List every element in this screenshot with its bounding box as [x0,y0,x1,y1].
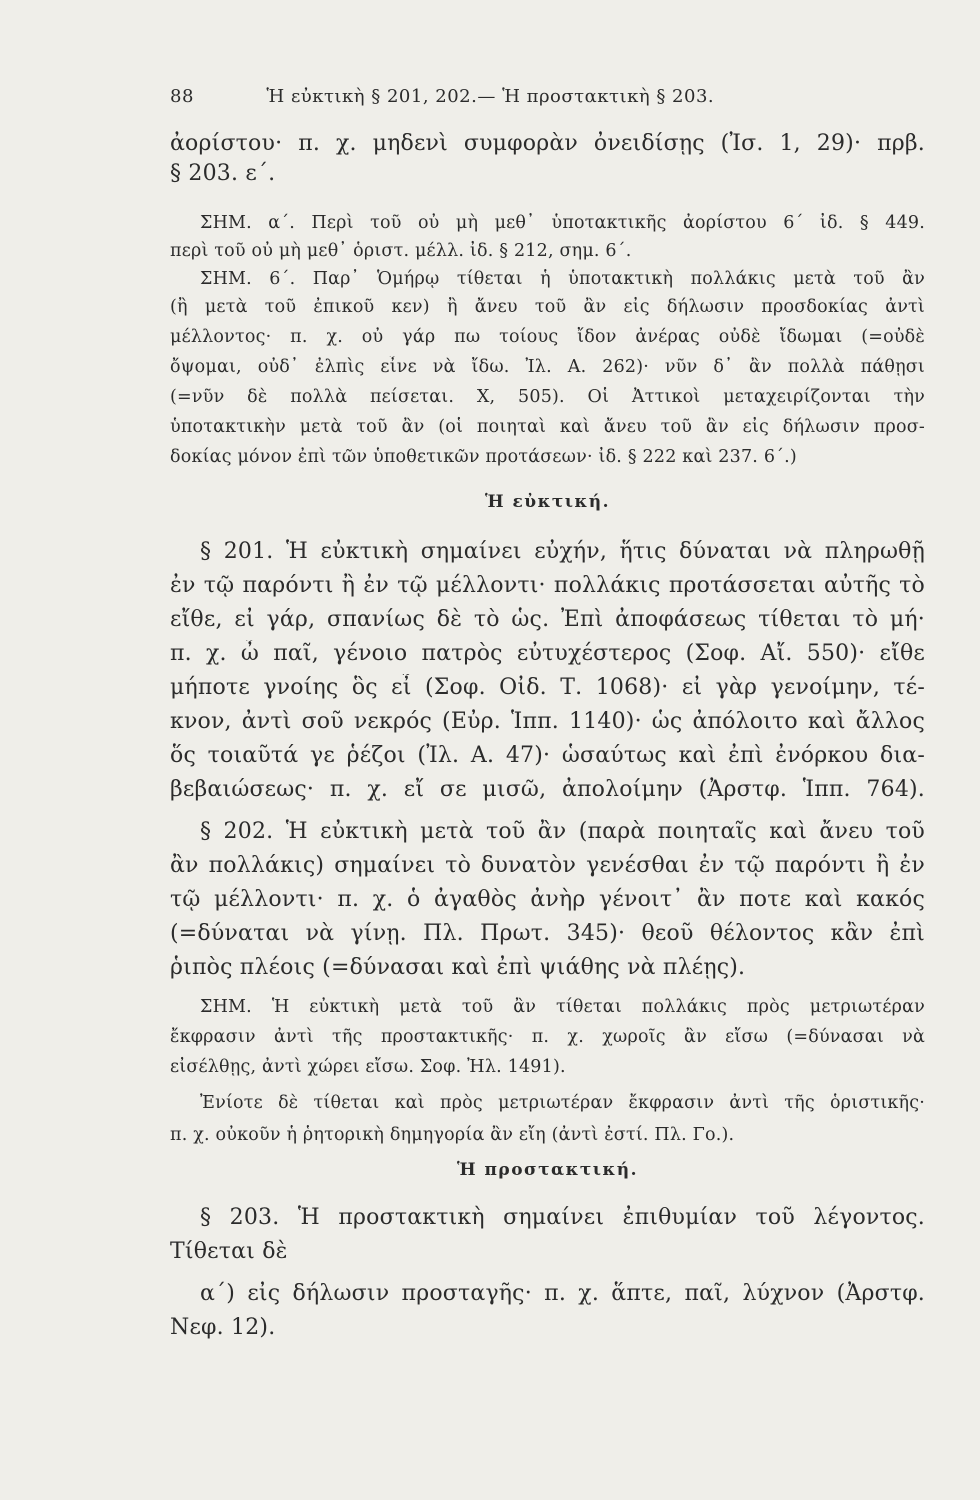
note-line: ὑποτακτικὴν μετὰ τοῦ ἂν (οἱ ποιηταὶ καὶ ἄνευ τοῦ ἂν εἰς δήλωσιν προσ- [170,417,925,437]
running-title: Ἡ εὐκτικὴ § 201, 202.— Ἡ προστακτικὴ § 203. [266,86,715,107]
text-line: κνον, ἀντὶ σοῦ νεκρός (Εὐρ. Ἱππ. 1140)· ὡς ἀπόλοιτο καὶ ἄλλος [170,709,925,734]
page-header [170,86,925,107]
text-line: μήποτε γνοίης ὃς εἶ (Σοφ. Οἰδ. Τ. 1068)· εἰ γὰρ γενοίμην, τέ- [170,675,925,700]
note-line: π. χ. οὐκοῦν ἡ ῥητορικὴ δημηγορία ἂν εἴη (ἀντὶ ἐστί. Πλ. Γο.). [170,1125,735,1145]
section-heading: Ἡ εὐκτική. [484,492,611,512]
note-line: μέλλοντος· π. χ. οὐ γάρ πω τοίους ἴδον ἀνέρας οὐδὲ ἴδωμαι (=οὐδὲ [170,327,925,347]
note-line: Ἐνίοτε δὲ τίθεται καὶ πρὸς μετριωτέραν ἔκφρασιν ἀντὶ τῆς ὁριστικῆς· [200,1093,925,1113]
text-line: εἴθε, εἰ γάρ, σπανίως δὲ τὸ ὡς. Ἐπὶ ἀποφάσεως τίθεται τὸ μή· [170,607,925,632]
note-line: (ἢ μετὰ τοῦ ἐπικοῦ κεν) ἢ ἄνευ τοῦ ἂν εἰς δήλωσιν προσδοκίας ἀντὶ [170,297,925,317]
text-line: ἐν τῷ παρόντι ἢ ἐν τῷ μέλλοντι· πολλάκις προτάσσεται αὐτῆς τὸ [170,573,925,598]
text-line: α΄) εἰς δήλωσιν προσταγῆς· π. χ. ἅπτε, παῖ, λύχνον (Ἀρστφ. [200,1281,925,1306]
note-line: δοκίας μόνον ἐπὶ τῶν ὑποθετικῶν προτάσεων· ἰδ. § 222 καὶ 237. 6΄.) [170,447,797,467]
note-line: ΣΗΜ. α΄. Περὶ τοῦ οὐ μὴ μεθ᾽ ὑποτακτικῆς ἀορίστου 6΄ ἰδ. § 449. [200,213,925,233]
text-line: ὅς τοιαῦτά γε ῥέζοι (Ἰλ. Α. 47)· ὡσαύτως καὶ ἐπὶ ἐνόρκου δια- [170,743,925,768]
section-heading: Ἡ προστακτική. [456,1160,639,1180]
text-line: τῷ μέλλοντι· π. χ. ὁ ἀγαθὸς ἀνὴρ γένοιτ᾽ ἂν ποτε καὶ κακός [170,887,925,912]
text-line: § 202. Ἡ εὐκτικὴ μετὰ τοῦ ἂν (παρὰ ποιηταῖς καὶ ἄνευ τοῦ [200,819,925,844]
text-line: § 203. ε΄. [170,161,276,186]
text-line: ἀορίστου· π. χ. μηδενὶ συμφορὰν ὀνειδίσῃς (Ἰσ. 1, 29)· πρβ. [170,131,925,156]
text-line: Τίθεται δὲ [170,1239,288,1264]
note-line: ὄψομαι, οὐδ᾽ ἐλπὶς εἶνε νὰ ἴδω. Ἰλ. Α. 262)· νῦν δ᾽ ἂν πολλὰ πάθῃσι [170,357,925,377]
text-line: ἂν πολλάκις) σημαίνει τὸ δυνατὸν γενέσθαι ἐν τῷ παρόντι ἢ ἐν [170,853,925,878]
text-line: (=δύναται νὰ γίνῃ. Πλ. Πρωτ. 345)· θεοῦ θέλοντος κἂν ἐπὶ [170,921,925,946]
note-line: ἔκφρασιν ἀντὶ τῆς προστακτικῆς· π. χ. χωροῖς ἂν εἴσω (=δύνασαι νὰ [170,1027,925,1047]
note-line: περὶ τοῦ οὐ μὴ μεθ᾽ ὁριστ. μέλλ. ἰδ. § 212, σημ. 6΄. [170,241,632,261]
text-line: π. χ. ὦ παῖ, γένοιο πατρὸς εὐτυχέστερος (Σοφ. Αἴ. 550)· εἴθε [170,641,925,666]
note-line: εἰσέλθῃς, ἀντὶ χώρει εἴσω. Σοφ. Ἠλ. 1491). [170,1057,566,1077]
text-line: ῥιπὸς πλέοις (=δύνασαι καὶ ἐπὶ ψιάθης νὰ πλέῃς). [170,955,746,980]
note-line: (=νῦν δὲ πολλὰ πείσεται. Χ, 505). Οἱ Ἀττικοὶ μεταχειρίζονται τὴν [170,387,925,407]
note-line: ΣΗΜ. 6΄. Παρ᾽ Ὁμήρῳ τίθεται ἡ ὑποτακτικὴ πολλάκις μετὰ τοῦ ἂν [200,269,925,289]
text-line: § 203. Ἡ προστακτικὴ σημαίνει ἐπιθυμίαν τοῦ λέγοντος. [200,1205,925,1230]
text-line: βεβαιώσεως· π. χ. εἴ σε μισῶ, ἀπολοίμην (Ἀρστφ. Ἱππ. 764). [170,777,925,802]
text-line: § 201. Ἡ εὐκτικὴ σημαίνει εὐχήν, ἥτις δύναται νὰ πληρωθῇ [200,539,925,564]
page-number: 88 [170,86,194,107]
text-line: Νεφ. 12). [170,1315,276,1340]
note-line: ΣΗΜ. Ἡ εὐκτικὴ μετὰ τοῦ ἂν τίθεται πολλάκις πρὸς μετριωτέραν [200,997,925,1017]
